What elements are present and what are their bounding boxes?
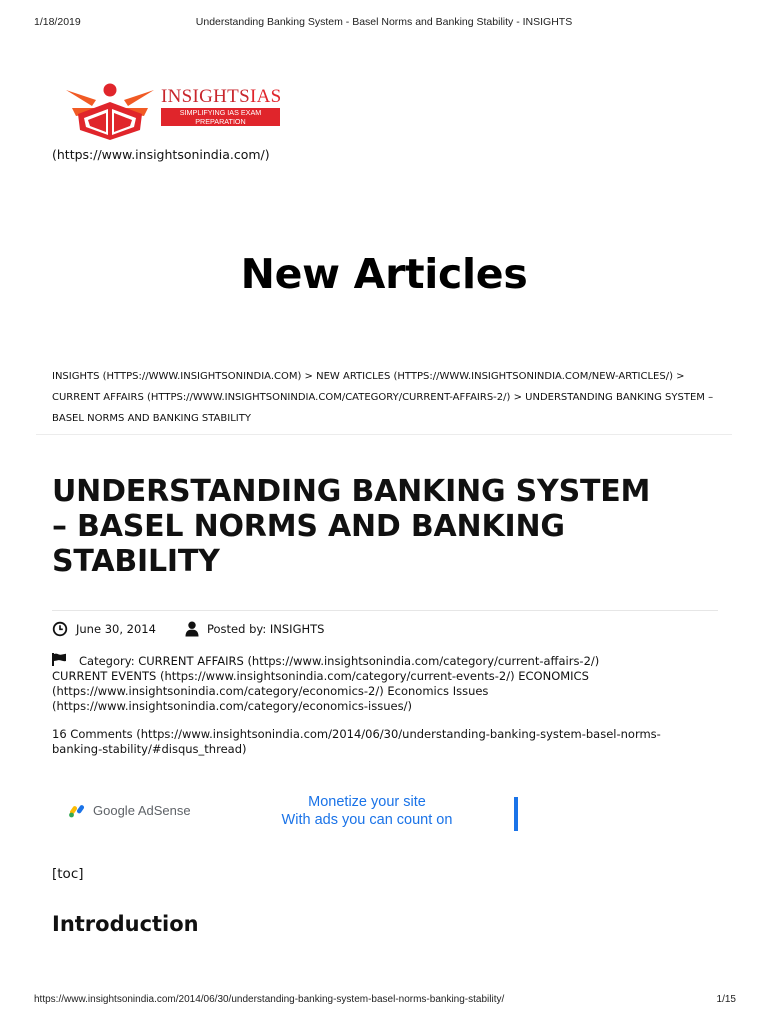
print-header bbox=[0, 16, 768, 30]
logo-wordmark[interactable] bbox=[161, 86, 281, 108]
article-title-line-3: STABILITY bbox=[52, 544, 220, 579]
article-title-line-1: UNDERSTANDING BANKING SYSTEM bbox=[52, 474, 651, 509]
comments-link[interactable] bbox=[52, 727, 692, 757]
article-title-line-2: – BASEL NORMS AND BANKING bbox=[52, 509, 565, 544]
print-page-title: Understanding Banking System - Basel Norms and Banking Stability - INSIGHTS bbox=[195, 16, 573, 28]
adsense-banner[interactable] bbox=[52, 782, 720, 852]
adsense-message-line-2: With ads you can count on bbox=[281, 812, 453, 828]
divider bbox=[52, 610, 718, 611]
adsense-brand bbox=[68, 802, 191, 818]
clock-icon bbox=[52, 621, 68, 637]
breadcrumb-line-3: BASEL NORMS AND BANKING STABILITY bbox=[52, 413, 251, 424]
post-author-text[interactable]: Posted by: INSIGHTS bbox=[207, 622, 325, 636]
comments-line-1: 16 Comments (https://www.insightsonindia.com/2014/06/30/understanding-banking-system-basel-norms- bbox=[52, 727, 661, 741]
category-line-1[interactable]: Category: CURRENT AFFAIRS (https://www.insightsonindia.com/category/current-affairs-2/) bbox=[79, 654, 600, 668]
adsense-message-line-1: Monetize your site bbox=[308, 794, 426, 810]
logo-tagline-line-1: SIMPLIFYING IAS EXAM bbox=[179, 108, 262, 117]
adsense-logo-icon bbox=[68, 802, 88, 818]
section-title: New Articles bbox=[240, 250, 528, 298]
post-date bbox=[52, 621, 156, 637]
print-footer bbox=[0, 994, 768, 1008]
category-line-4[interactable]: (https://www.insightsonindia.com/category/economics-issues/) bbox=[52, 699, 412, 713]
introduction-heading: Introduction bbox=[52, 912, 199, 936]
article-categories bbox=[52, 653, 692, 714]
article-title bbox=[52, 474, 732, 579]
logo-wordmark-main: INSIGHTS bbox=[161, 86, 250, 107]
logo-tagline-line-2: PREPARATION bbox=[195, 116, 246, 126]
adsense-cursor-bar bbox=[514, 797, 518, 831]
table-of-contents-placeholder: [toc] bbox=[52, 866, 84, 882]
adsense-brand-text: Google AdSense bbox=[93, 802, 191, 818]
breadcrumb-line-2[interactable]: CURRENT AFFAIRS (HTTPS://WWW.INSIGHTSONINDIA.COM/CATEGORY/CURRENT-AFFAIRS-2/) > UNDERSTANDING BANKING SYSTEM – bbox=[52, 392, 714, 403]
logo-link[interactable]: (https://www.insightsonindia.com/) bbox=[52, 147, 270, 162]
comments-line-2: banking-stability/#disqus_thread) bbox=[52, 742, 247, 756]
post-author bbox=[185, 621, 324, 637]
divider bbox=[36, 434, 732, 435]
breadcrumb bbox=[52, 366, 732, 429]
flag-icon bbox=[52, 653, 67, 666]
print-date: 1/18/2019 bbox=[34, 16, 81, 28]
user-icon bbox=[185, 621, 199, 637]
category-line-2[interactable]: CURRENT EVENTS (https://www.insightsonindia.com/category/current-events-2/) ECONOMICS bbox=[52, 669, 589, 683]
print-url: https://www.insightsonindia.com/2014/06/30/understanding-banking-system-basel-norms-banking-stability/ bbox=[34, 994, 505, 1005]
adsense-message bbox=[252, 793, 482, 829]
category-line-3[interactable]: (https://www.insightsonindia.com/category/economics-2/) Economics Issues bbox=[52, 684, 489, 698]
logo-wordmark-accent: IAS bbox=[249, 86, 282, 107]
logo-tagline bbox=[161, 108, 280, 126]
print-page-number: 1/15 bbox=[716, 994, 736, 1005]
breadcrumb-line-1[interactable]: INSIGHTS (HTTPS://WWW.INSIGHTSONINDIA.COM) > NEW ARTICLES (HTTPS://WWW.INSIGHTSONINDIA.COM/NEW-ARTICLES/) > bbox=[52, 371, 685, 382]
post-date-text: June 30, 2014 bbox=[76, 622, 156, 636]
